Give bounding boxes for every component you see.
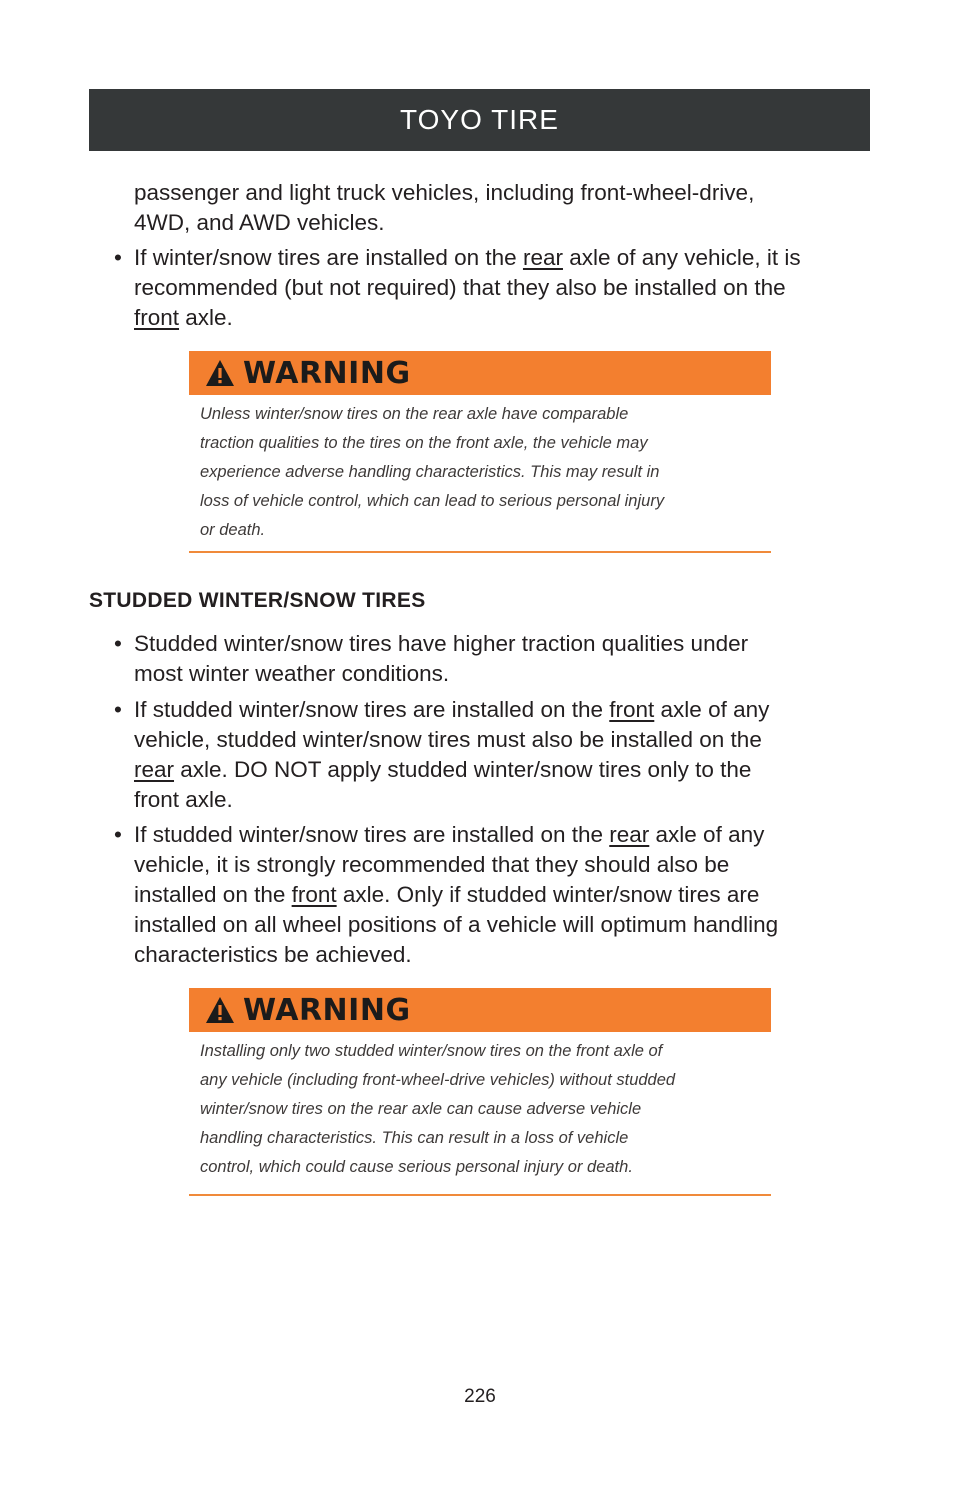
warning-line: winter/snow tires on the rear axle can cause adverse vehicle xyxy=(200,1100,642,1118)
warning-text xyxy=(189,1032,771,1190)
warning-box-1 xyxy=(189,351,771,553)
text-run: axle. DO NOT apply studded winter/snow tires only to the xyxy=(174,757,752,782)
bullet-line: installed on all wheel positions of a vehicle will optimum handling xyxy=(134,912,779,937)
bullet-marker: • xyxy=(114,697,122,722)
bullet-marker: • xyxy=(114,631,122,656)
bullet-line xyxy=(134,755,769,785)
warning-text xyxy=(189,395,771,553)
text-run: axle of any vehicle, it is xyxy=(562,245,801,270)
warning-triangle-icon xyxy=(205,996,235,1024)
warning-line: loss of vehicle control, which can lead to serious personal injury xyxy=(200,492,665,510)
warning-line: any vehicle (including front-wheel-drive vehicles) without studded xyxy=(200,1071,676,1089)
underlined-word: front xyxy=(134,305,180,330)
bullet-line: vehicle, it is strongly recommended that they should also be xyxy=(134,852,730,877)
text-run: axle of any xyxy=(654,697,770,722)
warning-line: traction qualities to the tires on the front axle, the vehicle may xyxy=(200,434,648,452)
warning-triangle-icon xyxy=(205,359,235,387)
underlined-word: front xyxy=(609,697,655,722)
text-run: If studded winter/snow tires are installed on the xyxy=(134,697,610,722)
intro-line: passenger and light truck vehicles, including front-wheel-drive, xyxy=(134,180,755,205)
warning-line: Unless winter/snow tires on the rear axle have comparable xyxy=(200,405,629,423)
warning-line: experience adverse handling characteristics. This may result in xyxy=(200,463,660,481)
text-run: axle. Only if studded winter/snow tires are xyxy=(336,882,760,907)
bullet-line: recommended (but not required) that they also be installed on the xyxy=(134,275,786,300)
text-run: installed on the xyxy=(134,882,292,907)
bullet-rear-recommendation xyxy=(134,243,801,333)
warning-header xyxy=(189,988,771,1032)
warning-line: Installing only two studded winter/snow tires on the front axle of xyxy=(200,1042,663,1060)
bullet-line xyxy=(134,243,801,273)
text-run: axle of any xyxy=(649,822,765,847)
bullet-line: Studded winter/snow tires have higher traction qualities under xyxy=(134,631,749,656)
bullet-line: characteristics be achieved. xyxy=(134,942,412,967)
text-run: If winter/snow tires are installed on the xyxy=(134,245,523,270)
section-heading: STUDDED WINTER/SNOW TIRES xyxy=(89,589,426,612)
warning-header xyxy=(189,351,771,395)
page-header xyxy=(89,89,870,151)
bullet-marker: • xyxy=(114,245,122,270)
intro-paragraph xyxy=(134,178,754,238)
bullet-studded-rear xyxy=(134,820,778,970)
page-number: 226 xyxy=(464,1386,496,1407)
bullet-marker: • xyxy=(114,822,122,847)
bullet-line: most winter weather conditions. xyxy=(134,661,450,686)
bullet-line xyxy=(134,880,778,910)
bullet-studded-front xyxy=(134,695,769,815)
warning-title: WARNING xyxy=(243,992,411,1028)
bullet-line: front axle. xyxy=(134,787,233,812)
bullet-line xyxy=(134,695,769,725)
warning-line: handling characteristics. This can result in a loss of vehicle xyxy=(200,1129,629,1147)
underlined-word: rear xyxy=(609,822,650,847)
underlined-word: rear xyxy=(522,245,563,270)
warning-title: WARNING xyxy=(243,355,411,391)
underlined-word: rear xyxy=(134,757,175,782)
bullet-studded-traction xyxy=(134,629,748,689)
warning-box-2 xyxy=(189,988,771,1196)
text-run: axle. xyxy=(179,305,233,330)
underlined-word: front xyxy=(291,882,337,907)
warning-line: or death. xyxy=(200,521,266,539)
header-title: TOYO TIRE xyxy=(400,104,559,135)
warning-line: control, which could cause serious personal injury or death. xyxy=(200,1158,633,1176)
bullet-line xyxy=(134,303,801,333)
text-run: If studded winter/snow tires are installed on the xyxy=(134,822,610,847)
intro-line: 4WD, and AWD vehicles. xyxy=(134,210,385,235)
bullet-line: vehicle, studded winter/snow tires must also be installed on the xyxy=(134,727,762,752)
bullet-line xyxy=(134,820,778,850)
